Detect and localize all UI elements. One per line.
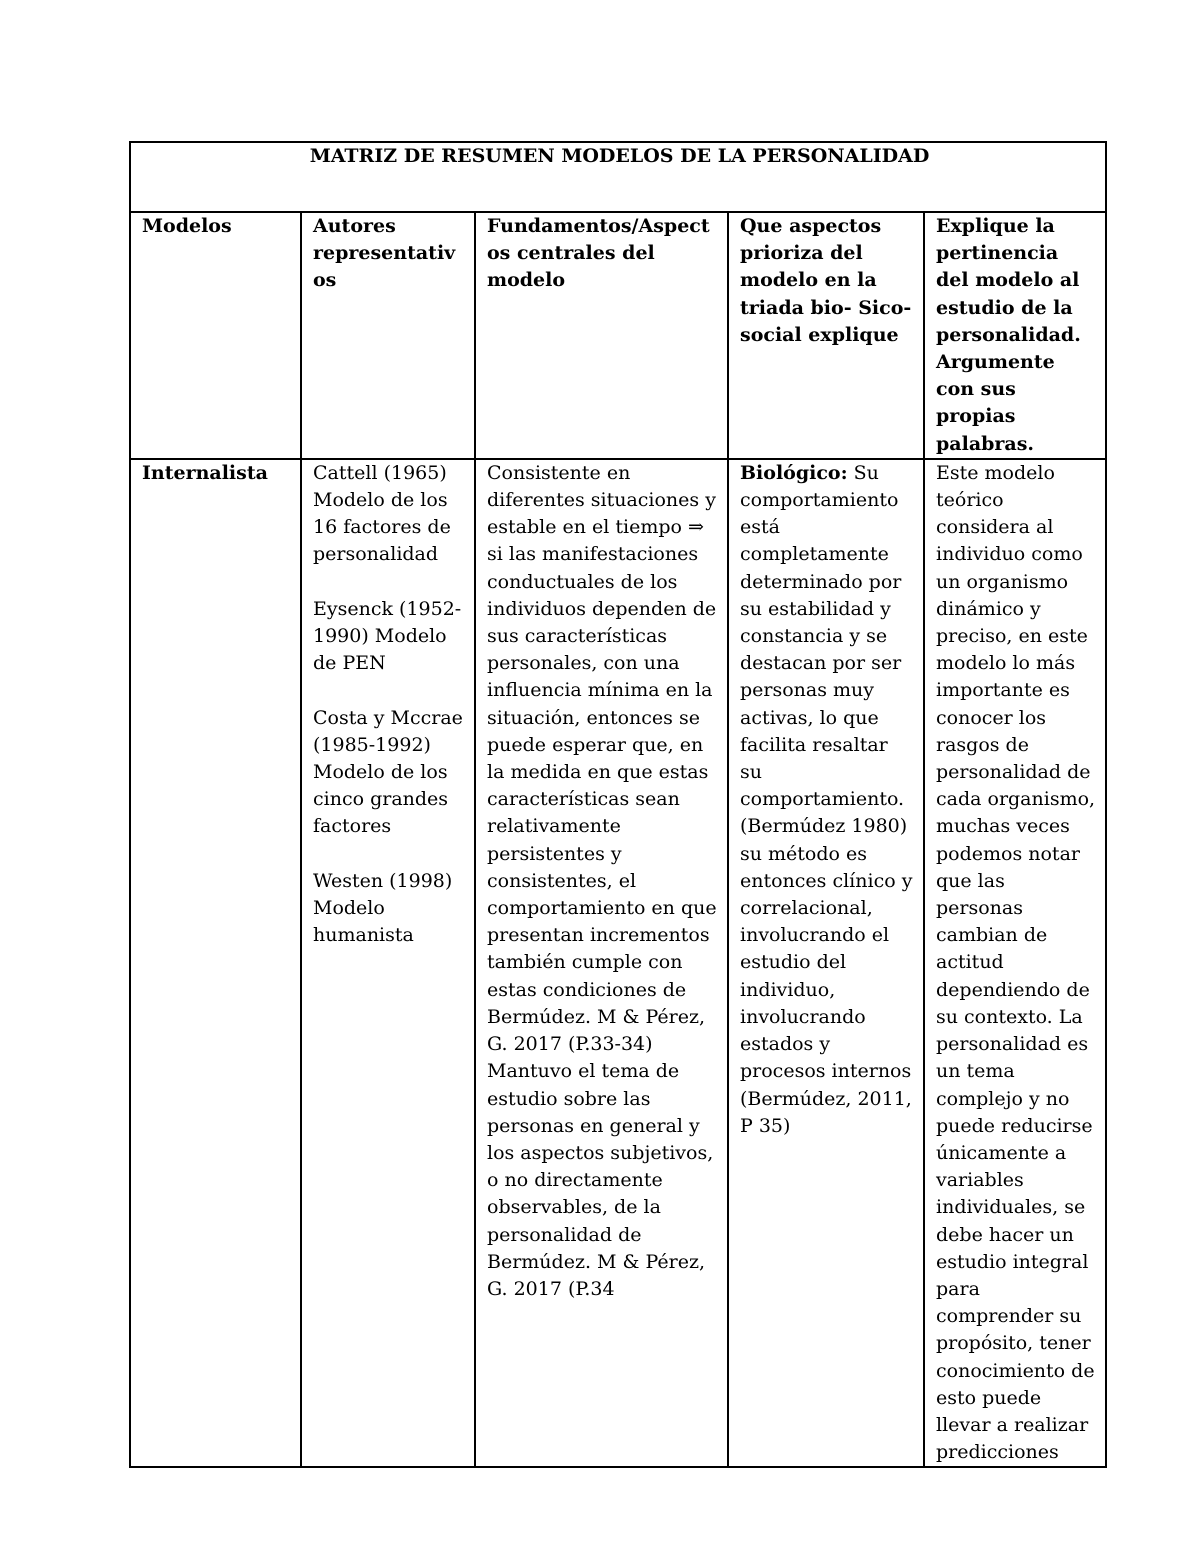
- header-pertinencia: Explique la pertinencia del modelo al estudio de la personalidad. Argumente con sus propias palabras.: [924, 212, 1106, 459]
- header-modelos: Modelos: [130, 212, 301, 459]
- title-row: [130, 142, 1106, 212]
- aspectos-text: Su comportamiento está completamente determinado por su estabilidad y constancia y se destacan por ser personas muy activas, lo que facilita resaltar su comportamiento. (Bermúdez 1980) su método es entonces clínico y correlacional, involucrando el estudio del individuo, involucrando estados y procesos internos (Bermúdez, 2011, P 35): [740, 461, 913, 1137]
- author-cattell: Cattell (1965) Modelo de los 16 factores de personalidad: [313, 461, 451, 566]
- header-autores: Autores representativos: [301, 212, 475, 459]
- author-westen: Westen (1998) Modelo humanista: [313, 869, 453, 947]
- cell-pertinencia: Este modelo teórico considera al individuo como un organismo dinámico y preciso, en este modelo lo más importante es conocer los rasgos de personalidad de cada organismo, muchas veces podemos notar que las personas cambian de actitud dependiendo de su contexto. La personalidad es un tema complejo y no puede reducirse únicamente a variables individuales, se debe hacer un estudio integral para comprender su propósito, tener conocimiento de esto puede llevar a realizar predicciones: [924, 459, 1106, 1468]
- author-eysenck: Eysenck (1952-1990) Modelo de PEN: [313, 597, 462, 675]
- summary-matrix-table: [129, 141, 1107, 1468]
- aspectos-label: Biológico:: [740, 461, 848, 484]
- table-row: [130, 459, 1106, 1468]
- cell-autores: [301, 459, 475, 1468]
- cell-modelo: Internalista: [130, 459, 301, 1468]
- header-fundamentos: Fundamentos/Aspectos centrales del modelo: [475, 212, 728, 459]
- cell-fundamentos: Consistente en diferentes situaciones y estable en el tiempo ⇒ si las manifestaciones conductuales de los individuos dependen de sus características personales, con una influencia mínima en la situación, entonces se puede esperar que, en la medida en que estas características sean relativamente persistentes y consistentes, el comportamiento en que presentan incrementos también cumple con estas condiciones de Bermúdez. M & Pérez, G. 2017 (P.33-34) Mantuvo el tema de estudio sobre las personas en general y los aspectos subjetivos, o no directamente observables, de la personalidad de Bermúdez. M & Pérez, G. 2017 (P.34: [475, 459, 728, 1468]
- header-aspectos: Que aspectos prioriza del modelo en la triada bio- Sico- social explique: [728, 212, 924, 459]
- matrix-title: MATRIZ DE RESUMEN MODELOS DE LA PERSONALIDAD: [130, 142, 1106, 212]
- author-costa-mccrae: Costa y Mccrae (1985-1992) Modelo de los cinco grandes factores: [313, 706, 463, 838]
- header-row: [130, 212, 1106, 459]
- cell-aspectos: [728, 459, 924, 1468]
